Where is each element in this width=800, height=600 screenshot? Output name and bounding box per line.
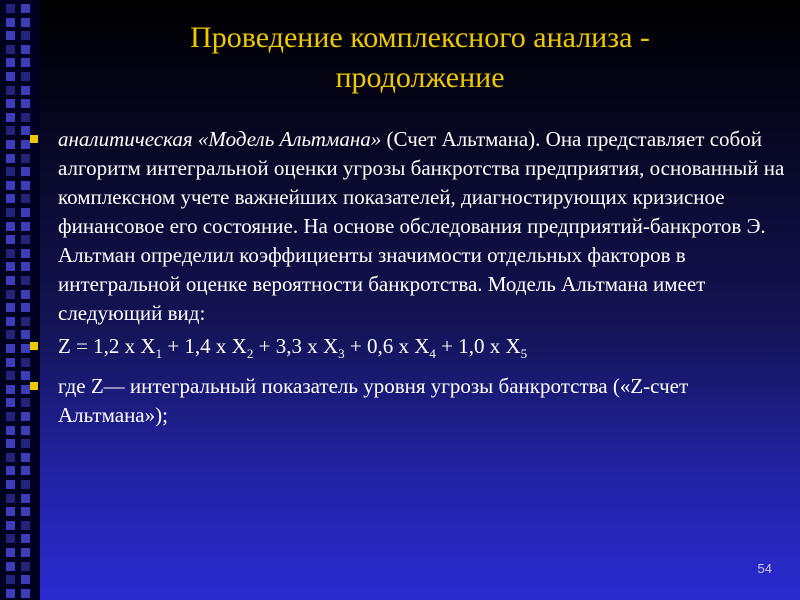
- bullet-square-icon: [30, 342, 38, 350]
- decorative-square: [21, 4, 30, 13]
- decorative-square: [6, 99, 15, 108]
- decorative-square: [6, 249, 15, 258]
- bullet-z-definition: [26, 372, 786, 430]
- bullet-formula: [26, 332, 786, 368]
- decorative-square: [21, 466, 30, 475]
- formula-part: + 0,6 х X: [344, 334, 430, 358]
- decorative-square: [6, 31, 15, 40]
- bullet-square-icon: [30, 382, 38, 390]
- decorative-square: [21, 58, 30, 67]
- decorative-square: [21, 439, 30, 448]
- decorative-square: [6, 480, 15, 489]
- decorative-square: [6, 140, 15, 149]
- z-definition-text: где Z— интегральный показатель уровня угрозы банкротства («Z-счет Альтмана»);: [58, 374, 689, 428]
- decorative-square: [6, 303, 15, 312]
- decorative-square: [6, 235, 15, 244]
- decorative-square: [21, 453, 30, 462]
- decorative-square: [21, 575, 30, 584]
- decorative-square: [6, 113, 15, 122]
- decorative-square: [6, 18, 15, 27]
- decorative-square: [6, 358, 15, 367]
- decorative-square: [21, 31, 30, 40]
- formula: [58, 334, 528, 362]
- decorative-square: [6, 4, 15, 13]
- formula-part: + 1,4 х X: [162, 334, 247, 358]
- decorative-square: [21, 589, 30, 598]
- decorative-square: [6, 167, 15, 176]
- decorative-square: [6, 466, 15, 475]
- decorative-square: [6, 330, 15, 339]
- formula-subscript: 1: [155, 346, 163, 362]
- decorative-square: [21, 113, 30, 122]
- decorative-square: [6, 58, 15, 67]
- slide-content: [26, 125, 786, 434]
- formula-part: + 1,0 х X: [435, 334, 521, 358]
- decorative-square: [21, 18, 30, 27]
- decorative-square: [6, 126, 15, 135]
- decorative-square: [6, 453, 15, 462]
- formula-subscript: 5: [520, 346, 528, 362]
- decorative-square: [6, 548, 15, 557]
- decorative-square: [6, 45, 15, 54]
- decorative-square: [6, 194, 15, 203]
- decorative-square: [6, 86, 15, 95]
- decorative-square: [6, 181, 15, 190]
- decorative-square: [6, 385, 15, 394]
- decorative-square: [6, 521, 15, 530]
- altman-model-description: (Счет Альтмана). Она представляет собой алгоритм интегральной оценки угрозы банкротства предприятия, основанный на комплексном учете важнейших показателей, диагностирующих кризисное финансовое его состояние. На основе обследования предприятий-банкротов Э. Альтман определил коэффициенты значимости отдельных факторов в интегральной оценке вероятности банкротства. Модель Альтмана имеет следующий вид:: [58, 127, 785, 325]
- decorative-square: [21, 534, 30, 543]
- decorative-square: [6, 222, 15, 231]
- decorative-square: [21, 86, 30, 95]
- decorative-square: [6, 72, 15, 81]
- decorative-square: [21, 99, 30, 108]
- decorative-square: [6, 562, 15, 571]
- decorative-square: [6, 276, 15, 285]
- decorative-square: [6, 262, 15, 271]
- formula-subscript: 2: [246, 346, 254, 362]
- decorative-square: [6, 507, 15, 516]
- decorative-square: [21, 494, 30, 503]
- bullet-altman-model: [26, 125, 786, 328]
- decorative-square: [6, 439, 15, 448]
- decorative-square: [6, 534, 15, 543]
- decorative-square: [6, 575, 15, 584]
- decorative-square: [6, 398, 15, 407]
- decorative-square: [21, 521, 30, 530]
- page-number: 54: [757, 561, 772, 576]
- decorative-square: [21, 562, 30, 571]
- decorative-square: [6, 290, 15, 299]
- decorative-square: [6, 154, 15, 163]
- decorative-square: [21, 480, 30, 489]
- bullet-square-icon: [30, 135, 38, 143]
- formula-subscript: 4: [429, 346, 436, 362]
- decorative-square: [6, 426, 15, 435]
- slide-title: [100, 18, 740, 98]
- title-line-1: Проведение комплексного анализа -: [190, 21, 650, 54]
- decorative-square: [6, 208, 15, 217]
- decorative-square: [21, 548, 30, 557]
- formula-part: + 3,3 х X: [253, 334, 339, 358]
- decorative-square: [21, 72, 30, 81]
- decorative-square: [6, 317, 15, 326]
- decorative-square: [6, 371, 15, 380]
- decorative-square: [6, 494, 15, 503]
- formula-part: Z = 1,2 х X: [58, 334, 156, 358]
- decorative-square: [6, 344, 15, 353]
- decorative-square: [6, 589, 15, 598]
- title-line-2: продолжение: [335, 61, 505, 94]
- decorative-square: [21, 507, 30, 516]
- decorative-square: [21, 45, 30, 54]
- decorative-square: [6, 412, 15, 421]
- altman-model-term: аналитическая «Модель Альтмана»: [58, 127, 382, 151]
- formula-subscript: 3: [338, 346, 345, 362]
